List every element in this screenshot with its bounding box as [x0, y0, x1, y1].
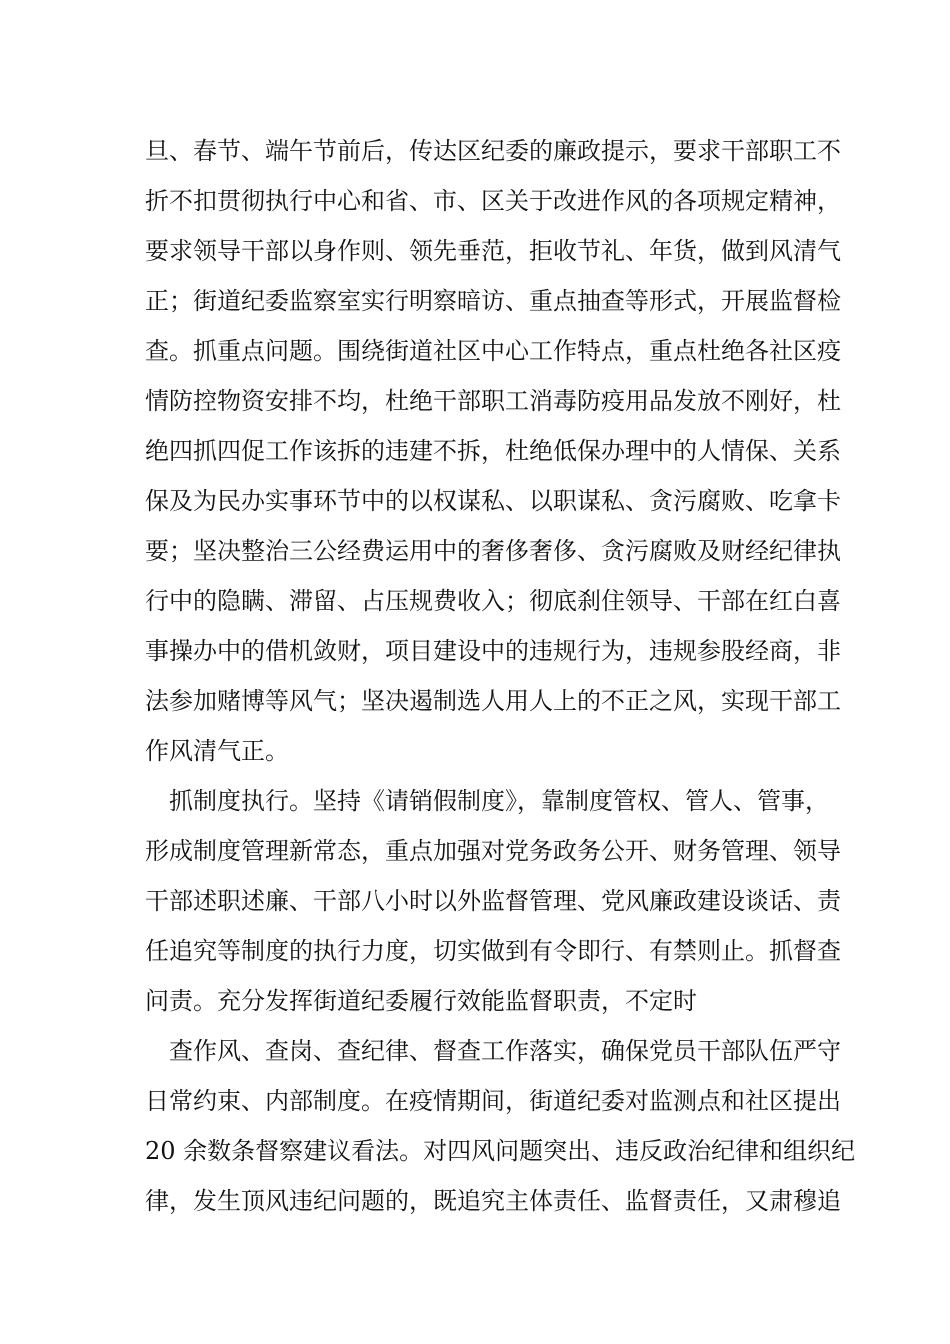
text-line: 绝四抓四促工作该拆的违建不拆，杜绝低保办理中的人情保、关系	[145, 437, 841, 465]
text-line: 情防控物资安排不均，杜绝干部职工消毒防疫用品发放不刚好，杜	[145, 387, 841, 415]
text-line: 行中的隐瞒、滞留、占压规费收入；彻底刹住领导、干部在红白喜	[145, 587, 841, 615]
text-line: 20 余数条督察建议看法。对四风问题突出、违反政治纪律和组织纪	[145, 1137, 856, 1165]
text-line: 旦、春节、端午节前后，传达区纪委的廉政提示，要求干部职工不	[145, 137, 841, 165]
paragraph-first-line: 查作风、查岗、查纪律、督查工作落实，确保党员干部队伍严守	[169, 1037, 841, 1065]
text-line: 形成制度管理新常态，重点加强对党务政务公开、财务管理、领导	[145, 837, 841, 865]
text-line: 干部述职述廉、干部八小时以外监督管理、党风廉政建设谈话、责	[145, 887, 841, 915]
text-line: 法参加赌博等风气；坚决遏制选人用人上的不正之风，实现干部工	[145, 687, 841, 715]
text-line: 要求领导干部以身作则、领先垂范，拒收节礼、年货，做到风清气	[145, 237, 841, 265]
text-line: 作风清气正。	[145, 737, 289, 765]
text-line: 日常约束、内部制度。在疫情期间，街道纪委对监测点和社区提出	[145, 1087, 841, 1115]
text-line: 问责。充分发挥街道纪委履行效能监督职责，不定时	[145, 987, 697, 1015]
text-line: 折不扣贯彻执行中心和省、市、区关于改进作风的各项规定精神，	[145, 187, 841, 215]
text-line: 律，发生顶风违纪问题的，既追究主体责任、监督责任，又肃穆追	[145, 1187, 841, 1215]
text-line: 事操办中的借机敛财，项目建设中的违规行为，违规参股经商，非	[145, 637, 841, 665]
text-line: 保及为民办实事环节中的以权谋私、以职谋私、贪污腐败、吃拿卡	[145, 487, 841, 515]
text-line: 查。抓重点问题。围绕街道社区中心工作特点，重点杜绝各社区疫	[145, 337, 841, 365]
text-line: 正；街道纪委监察室实行明察暗访、重点抽查等形式，开展监督检	[145, 287, 841, 315]
paragraph-first-line: 抓制度执行。坚持《请销假制度》，靠制度管权、管人、管事，	[169, 787, 829, 815]
text-line: 要；坚决整治三公经费运用中的奢侈奢侈、贪污腐败及财经纪律执	[145, 537, 841, 565]
text-line: 任追究等制度的执行力度，切实做到有令即行、有禁则止。抓督查	[145, 937, 841, 965]
